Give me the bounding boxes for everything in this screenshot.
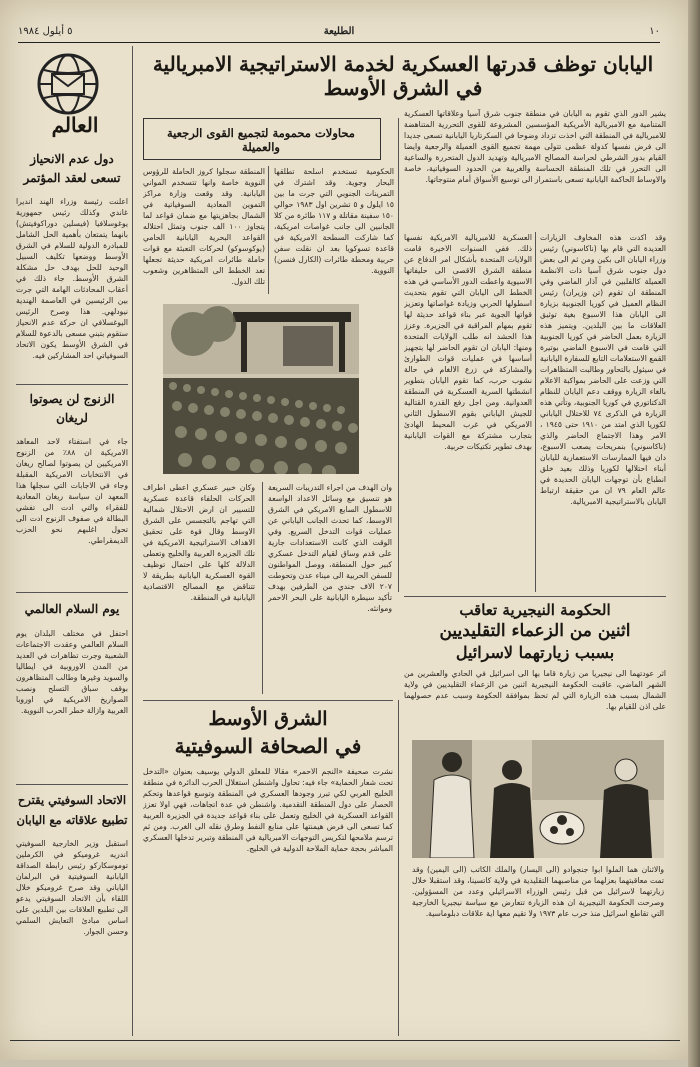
meeting-photo xyxy=(412,740,664,858)
mideast-headline-2: في الصحافة السوفيتية xyxy=(174,734,362,758)
side-story2-headline: الزنوج لن يصوتوا لريغان xyxy=(29,392,115,425)
rule xyxy=(10,1040,680,1041)
rule xyxy=(398,118,399,592)
rule xyxy=(404,596,666,597)
nigeria-headline-2: اثنين من الزعماء التقليديين xyxy=(439,621,631,641)
nigeria-body: اثر عودتهما الى نيجيريا من زيارة قاما بها الى اسرائيل في الحادي والعشرين من الشهر الماضي، عاقبت الحكومة النيجيرية اثنين من الزعماء التقليديين في ولاية الشمال بسبب هذه الزيارة التي لم تحظ بموافقة الحكومة وسبب عدم حصولهما على اذن للقيام بها. xyxy=(404,669,666,711)
main-column-right: وقد اكدت هذه المخاوف الزيارات العديدة التي قام بها (ناكاسوني) رئيس وزراء اليابان الى بكين ومن ثم الى بعض دول جنوب شرق آسيا ذات الانظمة العميلة كالفلبين في آذار الماضي وفي المنطقة ان تقوم (تن وزيران) رئيس النظام العميل في كوريا الجنوبية بزيارة الى اليابان هذا الاسبوع بغية توثيق العلاقات ما بين البلدين. ويتميز هذه الزيارة بعمل الحاضر في كوريا الجنوبية التي قامت في الاسبوع الماضي بوتيرة القمع الاستعلامات التابع للسفارة اليابانية في سيئول بالتحاور وطالبت المتظاهرات التي وزعت على الحاضر بمواكبة الاعلام بالغاء الزيارة ووقف دعم اليابان للنظام الدكتاتوري في كوريا الجنوبية، وتأتي هذه الزيارة في الذكرى ٧٤ للاحتلال الياباني لكوريا الذي امتد من ١٩١٠ حتى ١٩٤٥ ، الامر وهذا الاجتماع الحاضر والذي (ناكاسوني) بنمريحات يصعب الاسبوع، دان فيها الممارسات الاستعمارية لليابان أبناء احتلالها لكوريا وذلك بعيد خلق انطباع بأن توجهات اليابان الحديدة في عالم العام ٧٩ ان من حقيقة ارتباط اليابان بالاستراتيجية الامبريالية. xyxy=(540,233,666,506)
main-subhead: محاولات محمومة لتجميع القوى الرجعية والعميلة xyxy=(167,126,355,154)
rule xyxy=(16,384,128,385)
column-divider xyxy=(132,46,133,1036)
page-header xyxy=(18,24,660,43)
section-name: الطليعة xyxy=(323,26,355,37)
rule xyxy=(143,700,393,701)
rule xyxy=(535,232,536,592)
soldiers-parade-photo xyxy=(163,304,359,474)
rule xyxy=(268,166,269,294)
page-edge xyxy=(688,0,700,1067)
meeting-photo-caption: والاثنان هما الملوا ابوا جنجوادو (الى اليسار) والملك الكاتب (الى اليمين) وقد تمت معاقبتهما بعزلهما من مناصبهما التقليدية في ولاية كاتسينا، وقد استقبلا خلال زيارتهما لاسرائيل من قبل رئيس الوزراء الاسرائيلي وعدد من المسؤولين. وصرحت الحكومة النيجيرية ان هذه الزيارة تتعارض مع سياسة نيجيريا الخارجية التي تقاطع اسرائيل منذ حرب عام ١٩٧٣ ولا تقيم معها اية علاقات دبلوماسية. xyxy=(412,865,664,918)
rule xyxy=(262,482,263,694)
side-story2-body: جاء في استفتاء لاحد المعاهد الامريكية ان ٨٨٪ من الزنوج الامريكيين لن يصوتوا لصالح ريغان في الانتخابات الامريكية المقبلة وجاء في الاجابات التي سجلها هذا المعهد ان سياسة ريغان المعادية للفقراء والتي ادت الى تفشي البطالة في صفوف الزنوج ادت الى تحول اغلبهم نحو الحزب الديمقراطي. xyxy=(16,437,128,545)
rule xyxy=(16,592,128,593)
mideast-headline-1: الشرق الأوسط xyxy=(208,708,328,730)
logo-text: العالم xyxy=(51,113,99,137)
side-story1-body: اعلنت رئيسة وزراء الهند انديرا غاندي وكذلك رئيس جمهورية يوغوسلافيا (فيسلين دوراكوفيتش) بانهما يتمتعان بأهمية الحل الشامل للمبادرة الدولية للسلام في الشرق الأوسط ووضعها تكليف السبيل الوحيد للحل بهدف حل مشكلة الشرق الأوسط. جاء ذلك في أعقاب المحادثات الهامة التي جرت بين الرئيسين في العاصمة الهندية نيودلهي. هذا وصرح الرئيس اليوغسلافي ان حركة عدم الانحياز ستقوم بتبني مسعى بالدعوة للسلام في الشرق الأوسط يكون الاتحاد السوفياتي احد المشاركين فيه. xyxy=(16,197,128,360)
rule xyxy=(16,784,128,785)
nigeria-headline-1: الحكومة النيجيرية تعاقب xyxy=(459,601,611,619)
main-column-left-bottom: وكان خبير عسكري اعطى اطراف الحركات الحلفاء قاعدة عسكرية للتسيير ان ارض الاحتلال شمالية التي تهاجم بالتجسس على الشرق الاوسط وقال قوة على تحقيق الاهداف الاستراتيجية الامريكية في تلك الجزيرة العربية والخليج وتعطى الدلالة كلها على احتمال توظيف القوة العسكرية اليابانية بطريقة لا تتناقض مع المصالح الاقتصادية اليابانية في المنطقة. xyxy=(143,483,255,602)
issue-date: ٥ أيلول ١٩٨٤ xyxy=(18,26,73,37)
main-lead-text: يشير الدور الذي تقوم به اليابان في منطقة جنوب شرق آسيا وعلاقاتها العسكرية المتنامية مع الامبريالية الأمريكية المؤسسين المشروعة للقوى التحررية المتناهضة للامبريالية في المنطقة التي اخذت تزداد وضوحا في السكرتاريا اليابانية تسعى جديدا الى فرض نفسها كدولة عظمى تتولى مهمة تجميع القوى العميلة والرجعية وايضا القيام بدور الشرطي لحراسة المصالح الامبريالية وتهديد الدول المتحررة والساعية الى التحرر في تلك المنطقة الحساسة والغربية من الحدود السوفياتية، خاصة والاوساط الحاكمة اليابانية تسعى باستمرار الى توسيع الأسواق أمام منتوجاتها. xyxy=(404,109,666,184)
main-headline: اليابان توظف قدرتها العسكرية لخدمة الاستراتيجية الامبريالية في الشرق الأوسط xyxy=(152,52,654,100)
side-story4-headline: الاتحاد السوفيتي يقترح تطبيع علاقاته مع اليابان xyxy=(16,793,128,827)
main-column-middle: العسكرية للامبريالية الامريكية نفسها ذلك. ففي السنوات الاخيرة قامت الولايات المتحدة بأشكال امر الدفاع عن منطقة الشرق الاقصى الى حليفاتها الاسيوية واعطت الدور الأساسي في هذه الخطط الى اليابان التي تقوم بتحديث اسطولها الحربي وزيادة غواصاتها وتعزيز قواتها الجوية عبر بناء قواعد حديثة لها تقوم بمهام المراقبة في الجزيرة. وعزز هذا الحشد انه طلب الولايات المتحدة ومنها: اليابان ان تقوم الحاضر لها بتجهيز أساسها في عمليات قوات الطوارئ والمشاركة في زرع الالغام في حالة نشوب حرب، كما تقوم اليابان بتطوير انشطتها السرية العسكرية في المنطقة العدوانية. ومن اجل رفع القدرة القتالية للجيش الياباني بقوم الاسطول الثاني الامريكي في غرب المحيط الهادئ بتجارب مشتركة مع القوات اليابانية بهدف تطوير تكتيكات حربية. xyxy=(404,233,532,451)
nigeria-headline-3: بسبب زيارتهما لاسرائيل xyxy=(455,643,615,662)
main-column-middle-bottom: وان الهدف من اجراء التدريبات السريعة هو تنسيق مع وسائل الاعداد الواسعة للاسطول السابع الامريكي في الشرق الاوسط، كما تحدث الجانب الياباني عن عمليات قوات التدخل السريع. وفي الوقت الذي كانت الاستعدادات جارية على قدم وساق لقيام التدخل عسكري كبير حول المنطقة، ووصل المواطنون للسفن الحربية الى ميناء عدن وتحوطت ٢٠٧ الاف جندي من الطرفين بهدف تأكيد سيطرة اليابانية على البحر الاحمر وموانئه. xyxy=(268,483,392,613)
rule xyxy=(398,700,399,1036)
main-column-left-top: الحكومية تستخدم اسلحة تطلقها البحار وجوية. وقد اشترك في التمرينات الجنوبي التي جرت ما بين ١٥ ايلول و ٥ تشرين اول ١٩٨٣ حوالي ١٥٠ سفينة مقاتلة و ١١٧ طائرة من كلا الجانبين الى جانب غواصات امريكية، كما شاركت السطحة الامريكية في قاعدة تسوكويا بعد ان نقلت سفن حربية ومحطة طائرات (الكارل فنسن) النووية. xyxy=(274,167,394,275)
page-number: ١٠ xyxy=(649,26,660,37)
side-story3-body: احتفل في مختلف البلدان يوم السلام العالمي وعقدت الاجتماعات الشعبية وجرت تظاهرات في العديد من المدن الاوروبية في ايطاليا والسويد وغيرها وطالب المتظاهرون بوقف سباق التسلح ونصب الصواريخ الامريكية في اوروبا الغربية وازالة خطر الحرب النووية. xyxy=(16,629,128,715)
main-column-left-top-2: المنطقة سجلوا كروز الحاملة للرؤوس النووية خاصة وانها تتسخدم المواني اليابانية. وقد وقعت وزارة مراكز التموين المعادية السوفياتية في الشمال بجاهزيتها مع ضمان قواعد لما يتجاوز ١٠٠ الف جنوب وتمثل احتلاله القواعد البحرية اليابانية الحامي (يوكوسوكو) لحركات التعبئة مع قوات حاملة طائرات امريكية حديثة تجعلها تعد الخطط الى المتظاهرين وشعوب تلك الدول. xyxy=(143,167,265,286)
mideast-body: نشرت صحيفة «النجم الاحمر» مقالا للمعلق الدولي يوسيف بعنوان «التدخل تحت شعار الحماية» جاء فيه: تحاول واشنطن استغلال الحرب الدائرة في منطقة الخليج العربي لكي تبرر وجودها العسكري في المنطقة وتوسع قواعدها وتحكم الحصار على دول المنطقة التقدمية. واشنطن في عدة اتجاهات، فهي اولا تعزز القواعد العسكرية في الخليج وتعمل على بناء قواعد جديدة في الجزيرة العربية كما تسعى الى فرض هيمنتها على منابع النفط وطرق نقله الى الغرب. ومن ثم ترسم ملامحها لتكريس التوجهات الامبريالية في المنطقة وتبرير تدخلها العسكري المباشر بحجة حماية الملاحة الدولية في الخليج. xyxy=(143,767,393,853)
side-story3-headline: يوم السلام العالمي xyxy=(24,602,120,616)
side-story4-body: استقبل وزير الخارجية السوفيتي اندريه غروميكو في الكرملين توموسكاركو رئيس رابطة الصداقة اليابانية السوفيتية في البرلمان الياباني وقد صرح غروميكو خلال اللقاء بأن الاتحاد السوفيتي يدعو الى تطبيع العلاقات بين البلدين على اساس مبادئ التعايش السلمي وحسن الجوار. xyxy=(16,839,128,936)
globe-logo-icon xyxy=(26,50,124,142)
side-story1-headline: دول عدم الانحياز تسعى لعقد المؤتمر xyxy=(23,152,121,185)
